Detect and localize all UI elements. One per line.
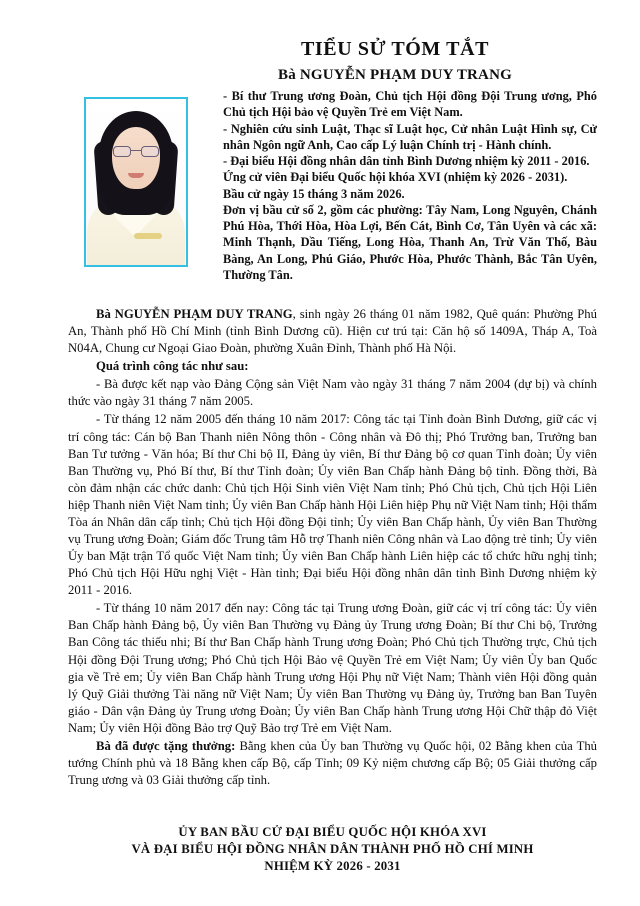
portrait-image [86, 99, 186, 265]
intro-previous-office-line: - Đại biểu Hội đồng nhân dân tỉnh Bình Dương nhiệm kỳ 2011 - 2016. [223, 154, 590, 168]
career-2017-present-paragraph: - Từ tháng 10 năm 2017 đến nay: Công tác tại Trung ương Đoàn, giữ các vị trí công tác: Ủy viên Ban Chấp hành Đảng bộ, Ủy viên Ban Thường vụ Đảng ủy Trung ương Đoàn; Bí thư Chi bộ, Trưởng Ban Công tác thiếu nhi; Bí thư Ban Chấp hành Trung ương Đoàn; Phó Chủ tịch Thường trực, Chủ tịch Hội đồng Đội Trung ương; Phó Chủ tịch Hội Bảo vệ Quyền Trẻ em Việt Nam; Ủy viên Ủy ban Quốc gia về Trẻ em; Ủy viên Ban Chấp hành Trung ương Hội Phụ nữ Việt Nam; Thành viên Hội đồng quản lý Quỹ Giải thưởng Tài năng nữ Việt Nam; Ủy viên Ban Thường vụ Đảng ủy, Trưởng ban Ban Tuyên giáo - Dân vận Đảng ủy Trung ương Đoàn; Ủy viên Ban Chấp hành Trung ương Hội Chữ thập đỏ Việt Nam; Ủy viên Hội đồng Bảo trợ Quỹ Bảo trợ Trẻ em Việt Nam. [68, 601, 597, 735]
career-2005-2017-paragraph: - Từ tháng 12 năm 2005 đến tháng 10 năm 2017: Công tác tại Tỉnh đoàn Bình Dương, giữ các vị trí công tác: Cán bộ Ban Thanh niên Nông thôn - Công nhân và Đô thị; Phó Trưởng ban, Trưởng ban Ban Tư tưởng - Văn hóa; Bí thư Chi bộ II, Đảng ủy viên, Bí thư Đảng bộ cơ quan Tỉnh đoàn; Ủy viên Ban Thường vụ, Phó Bí thư, Bí thư Tỉnh đoàn; Ủy viên Ban Chấp hành Đảng bộ tỉnh. Đồng thời, Bà còn đảm nhận các chức danh: Chủ tịch Hội Sinh viên Việt Nam tỉnh; Phó Chủ tịch, Chủ tịch Hội Liên hiệp Thanh niên Việt Nam tỉnh; Ủy viên Ban Chấp hành Hội Liên hiệp Phụ nữ Việt Nam tỉnh; Hội thẩm Tòa án Nhân dân cấp tỉnh; Chủ tịch Hội đồng Đội tỉnh; Ủy viên Ban Chấp hành, Ủy viên Ban Thường vụ Trung ương Đoàn; Giám đốc Trung tâm Hỗ trợ Thanh niên Công nhân và Lao động trẻ tỉnh; Ủy viên Ủy ban Mặt trận Tổ quốc Việt Nam tỉnh; Ủy viên Ban Chấp hành Liên hiệp các tổ chức hữu nghị tỉnh; Phó Chủ tịch Hội Hữu nghị Việt - Hàn tỉnh; Đại biểu Hội đồng nhân dân tỉnh Bình Dương nhiệm kỳ 2011 - 2016. [68, 412, 597, 598]
personal-details-text: , sinh ngày 26 tháng 01 năm 1982, Quê quán: Phường Phú An, Thành phố Hồ Chí Minh (tỉnh Bình Dương cũ). Hiện cư trú tại: Căn hộ số 1409A, Tháp A, Toà N04A, Chung cư Ngoại Giao Đoàn, phường Xuân Đỉnh, Thành phố Hà Nội. [68, 307, 597, 356]
candidate-name-inline: Bà NGUYỄN PHẠM DUY TRANG [96, 307, 293, 321]
portrait-mouth [128, 173, 144, 178]
glasses-lens-right [141, 146, 159, 157]
intro-constituency-line: Đơn vị bầu cử số 2, gồm các phường: Tây Nam, Long Nguyên, Chánh Phú Hòa, Thới Hòa, Hòa Lợi, Bến Cát, Bình Cơ, Tân Uyên và các xã: Minh Thạnh, Dầu Tiếng, Long Hòa, Thanh An, Trừ Văn Thố, Bàu Bàng, An Long, Phú Giáo, Phước Hòa, Phước Thành, Bắc Tân Uyên, Thường Tân. [223, 202, 597, 282]
issuing-authority-footer [68, 824, 597, 875]
intro-summary-block [223, 88, 597, 283]
portrait-face [112, 127, 160, 189]
intro-position-line: - Bí thư Trung ương Đoàn, Chủ tịch Hội đồng Đội Trung ương, Phó Chủ tịch Hội bảo vệ Quyền Trẻ em Việt Nam. [223, 89, 597, 120]
biography-body [68, 306, 597, 789]
intro-education-line: - Nghiên cứu sinh Luật, Thạc sĩ Luật học, Cử nhân Luật Hình sự, Cử nhân Ngôn ngữ Anh, Cao cấp Lý luận Chính trị - Hành chính. [223, 121, 597, 152]
footer-line-3: NHIỆM KỲ 2026 - 2031 [264, 858, 401, 873]
candidate-portrait [84, 97, 188, 267]
awards-label: Bà đã được tặng thưởng: [96, 738, 236, 753]
glasses-lens-left [113, 146, 131, 157]
awards-paragraph [68, 738, 597, 789]
intro-election-date-line: Bầu cử ngày 15 tháng 3 năm 2026. [223, 186, 405, 201]
footer-line-2: VÀ ĐẠI BIỂU HỘI ĐỒNG NHÂN DÂN THÀNH PHỐ HỒ CHÍ MINH [131, 841, 534, 856]
awards-text: Bằng khen của Ủy ban Thường vụ Quốc hội, 02 Bằng khen của Thủ tướng Chính phủ và 18 Bằng khen cấp Bộ, cấp Tỉnh; 09 Kỷ niệm chương cấp Bộ; 05 Giải thưởng cấp Trung ương và 03 Giải thưởng cấp tỉnh. [68, 738, 598, 788]
career-heading: Quá trình công tác như sau: [96, 359, 249, 374]
glasses-icon [113, 146, 159, 158]
footer-line-1: ỦY BAN BẦU CỬ ĐẠI BIỂU QUỐC HỘI KHÓA XVI [178, 825, 487, 839]
portrait-embroidery [134, 233, 162, 239]
candidate-name-heading: Bà NGUYỄN PHẠM DUY TRANG [278, 67, 512, 83]
party-membership-paragraph: - Bà được kết nạp vào Đảng Cộng sản Việt Nam vào ngày 31 tháng 7 năm 2004 (dự bị) và chính thức vào ngày 31 tháng 7 năm 2005. [68, 377, 597, 409]
personal-details-paragraph [68, 306, 597, 357]
page-title: TIỂU SỬ TÓM TẮT [300, 38, 490, 60]
glasses-bridge [131, 150, 141, 151]
intro-candidacy-line: Ứng cử viên Đại biểu Quốc hội khóa XVI (nhiệm kỳ 2026 - 2031). [223, 170, 568, 185]
